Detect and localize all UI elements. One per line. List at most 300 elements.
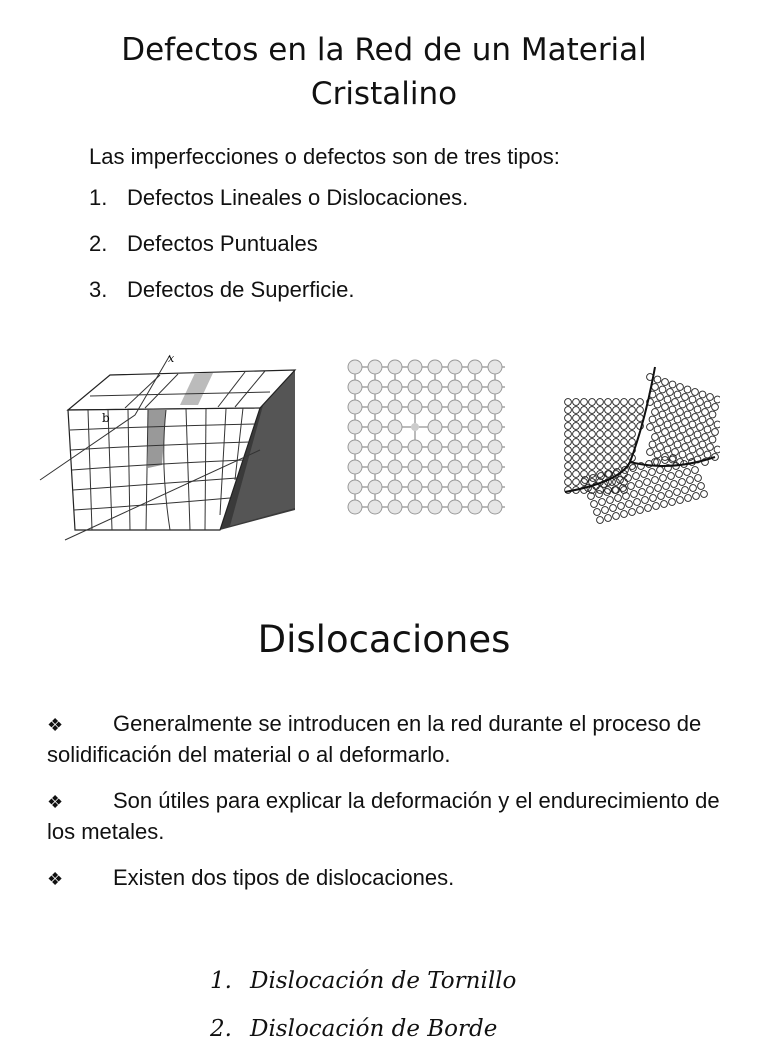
grain-atom	[621, 439, 628, 446]
grain-atom	[682, 419, 689, 426]
list-text: Defectos Puntuales	[127, 231, 318, 256]
grain-atom	[649, 441, 656, 448]
grain-atom	[666, 491, 673, 498]
lattice-atom	[368, 440, 382, 454]
grain-atom	[654, 426, 661, 433]
lattice-atom	[428, 420, 442, 434]
grain-atom	[704, 401, 711, 408]
grain-atom	[679, 401, 686, 408]
grain-atom	[704, 451, 711, 458]
grain-atom	[674, 416, 681, 423]
grain-atom	[589, 423, 596, 430]
grain-atom	[565, 463, 572, 470]
lattice-atom	[488, 480, 502, 494]
lattice-atom	[488, 500, 502, 514]
grain-atom	[565, 431, 572, 438]
lattice-atom	[428, 480, 442, 494]
grain-atom	[660, 475, 667, 482]
grain-atom	[650, 495, 657, 502]
lattice-atom	[428, 400, 442, 414]
grain-atom	[709, 411, 716, 418]
grain-atom	[626, 501, 633, 508]
grain-atom	[581, 455, 588, 462]
grain-atom	[605, 455, 612, 462]
bullet-icon: ❖	[47, 792, 64, 812]
grain-atom	[657, 394, 664, 401]
grain-atom	[659, 386, 666, 393]
grain-atom	[671, 481, 678, 488]
grain-atom	[605, 407, 612, 414]
lattice-atom	[368, 420, 382, 434]
lattice-atom	[388, 440, 402, 454]
dislocation-types-list	[210, 968, 516, 1064]
grain-atom	[697, 399, 704, 406]
lattice-atom	[468, 420, 482, 434]
grain-atom	[633, 473, 640, 480]
grain-atom	[605, 431, 612, 438]
grain-atom	[698, 483, 705, 490]
grain-atom	[652, 409, 659, 416]
list-text: Dislocación de Borde	[250, 1016, 498, 1042]
grain-atom	[604, 489, 611, 496]
grain-atom	[628, 483, 635, 490]
grain-atom	[629, 439, 636, 446]
grain-atom	[636, 481, 643, 488]
grain-atom	[637, 507, 644, 514]
grain-atom	[597, 423, 604, 430]
grain-atom	[581, 399, 588, 406]
grain-atom	[654, 401, 661, 408]
grain-atom	[629, 431, 636, 438]
grain-atom	[594, 509, 601, 516]
lattice-atom	[448, 500, 462, 514]
grain-atom	[581, 407, 588, 414]
grain-atom	[649, 469, 656, 476]
grain-atom	[565, 399, 572, 406]
grain-atom	[645, 505, 652, 512]
grain-atom	[610, 505, 617, 512]
grain-atom	[573, 399, 580, 406]
grain-atom	[565, 415, 572, 422]
grain-atom	[657, 444, 664, 451]
bullet-icon: ❖	[47, 715, 64, 735]
grain-atom	[621, 455, 628, 462]
lattice-atom	[428, 460, 442, 474]
grain-atom	[714, 421, 720, 428]
grain-atom	[573, 407, 580, 414]
lattice-atom	[388, 460, 402, 474]
grain-atom	[581, 431, 588, 438]
grain-atom	[682, 487, 689, 494]
grain-atom	[629, 415, 636, 422]
bullet-icon: ❖	[47, 869, 64, 889]
list-number: 2.	[210, 1016, 232, 1042]
defect-types-list	[89, 185, 468, 323]
lattice-atom	[388, 360, 402, 374]
grain-atom	[687, 404, 694, 411]
grain-atom	[669, 406, 676, 413]
grain-atom	[707, 419, 714, 426]
grain-atom	[653, 503, 660, 510]
grain-atom	[590, 475, 597, 482]
grain-atom	[618, 503, 625, 510]
list-text: Dislocación de Tornillo	[250, 968, 517, 994]
grain-atom	[573, 423, 580, 430]
burgers-vector-label: b	[102, 411, 110, 425]
lattice-atom	[488, 380, 502, 394]
list-number: 3.	[89, 277, 108, 302]
grain-atom	[682, 394, 689, 401]
grain-atom	[625, 475, 632, 482]
grain-atom	[613, 423, 620, 430]
lattice-atom	[448, 360, 462, 374]
lattice-atom	[468, 440, 482, 454]
grain-atom	[613, 415, 620, 422]
bullet-item	[47, 709, 737, 770]
grain-atom	[707, 394, 714, 401]
lattice-atom	[368, 380, 382, 394]
grain-atom	[621, 431, 628, 438]
grain-atom	[613, 479, 620, 486]
grain-atom	[674, 489, 681, 496]
lattice-atom	[348, 400, 362, 414]
grain-atom	[597, 415, 604, 422]
grain-atom	[694, 431, 701, 438]
grain-atom	[581, 447, 588, 454]
grain-atom	[687, 477, 694, 484]
grain-atom	[589, 455, 596, 462]
grain-atom	[699, 441, 706, 448]
vacancy-atom	[411, 423, 419, 431]
grain-atom	[647, 487, 654, 494]
grain-atom	[689, 396, 696, 403]
grain-atom	[654, 376, 661, 383]
lattice-atom	[488, 440, 502, 454]
grain-atom	[679, 451, 686, 458]
grain-atom	[573, 463, 580, 470]
grain-atom	[639, 489, 646, 496]
grain-atom	[621, 399, 628, 406]
grain-atom	[605, 439, 612, 446]
grain-atom	[649, 416, 656, 423]
lattice-atom	[448, 440, 462, 454]
grain-atom	[573, 479, 580, 486]
grain-atom	[692, 467, 699, 474]
lattice-atom	[408, 400, 422, 414]
grain-atom	[695, 475, 702, 482]
grain-atom	[596, 491, 603, 498]
grain-atom	[669, 381, 676, 388]
grain-atom	[573, 447, 580, 454]
lattice-atom	[428, 360, 442, 374]
grain-atom	[684, 469, 691, 476]
list-text: Defectos de Superficie.	[127, 277, 355, 302]
grain-atom	[667, 414, 674, 421]
grain-atom	[692, 389, 699, 396]
lattice-atom	[408, 460, 422, 474]
grain-atom	[657, 467, 664, 474]
grain-atom	[662, 404, 669, 411]
lattice-atom	[348, 500, 362, 514]
grain-atom	[707, 444, 714, 451]
grain-atom	[702, 409, 709, 416]
grain-atom	[573, 455, 580, 462]
grain-atom	[581, 423, 588, 430]
lattice-atom	[448, 380, 462, 394]
grain-atom	[621, 511, 628, 518]
grain-atom	[573, 439, 580, 446]
bullet-item	[47, 786, 737, 847]
grain-atom	[597, 517, 604, 524]
grain-atom	[677, 497, 684, 504]
grain-atom	[565, 455, 572, 462]
grain-atom	[676, 471, 683, 478]
grain-atom	[657, 419, 664, 426]
grain-atom	[644, 479, 651, 486]
grain-atom	[672, 424, 679, 431]
lattice-atom	[368, 460, 382, 474]
grain-atom	[658, 493, 665, 500]
grain-atom	[693, 493, 700, 500]
grain-atom	[697, 449, 704, 456]
lattice-atom	[468, 380, 482, 394]
grain-atom	[661, 501, 668, 508]
grain-atom	[697, 424, 704, 431]
grain-atom	[652, 384, 659, 391]
lattice-atom	[428, 380, 442, 394]
grain-atom	[642, 497, 649, 504]
grain-atom	[641, 471, 648, 478]
grain-atom	[589, 407, 596, 414]
grain-atom	[664, 421, 671, 428]
grain-atom	[602, 507, 609, 514]
grain-atom	[613, 455, 620, 462]
grain-atom	[692, 414, 699, 421]
grain-atom	[677, 409, 684, 416]
grain-atom	[605, 447, 612, 454]
grain-atom	[712, 404, 719, 411]
grain-atom	[581, 463, 588, 470]
grain-atom	[621, 447, 628, 454]
list-number: 2.	[89, 231, 108, 256]
grain-atom	[565, 423, 572, 430]
grain-atom	[589, 463, 596, 470]
grain-atom	[613, 399, 620, 406]
grain-atom	[679, 479, 686, 486]
grain-atom	[699, 416, 706, 423]
lattice-atom	[388, 400, 402, 414]
grain-atom	[621, 407, 628, 414]
lattice-atom	[368, 400, 382, 414]
grain-atom	[685, 495, 692, 502]
grain-atom	[682, 444, 689, 451]
grain-atom	[565, 479, 572, 486]
grain-atom	[565, 439, 572, 446]
lattice-atom	[468, 360, 482, 374]
grain-atom	[581, 415, 588, 422]
grain-atom	[597, 447, 604, 454]
grain-atom	[687, 429, 694, 436]
grain-atom	[684, 411, 691, 418]
grain-atom	[699, 391, 706, 398]
grain-atom	[605, 415, 612, 422]
grain-atom	[621, 415, 628, 422]
list-item	[89, 185, 468, 231]
grain-atom	[702, 434, 709, 441]
lattice-atom	[468, 460, 482, 474]
grain-atom	[613, 431, 620, 438]
lattice-atom	[348, 460, 362, 474]
grain-atom	[617, 477, 624, 484]
grain-atom	[664, 396, 671, 403]
grain-atom	[613, 439, 620, 446]
list-text: Defectos Lineales o Dislocaciones.	[127, 185, 469, 210]
grain-atom	[589, 415, 596, 422]
grain-atom	[623, 493, 630, 500]
lattice-atom	[448, 400, 462, 414]
bullet-item	[47, 863, 737, 894]
lattice-atom	[348, 440, 362, 454]
list-item	[210, 1016, 516, 1064]
grain-atom	[599, 499, 606, 506]
grain-atom	[709, 436, 716, 443]
grain-atom	[689, 446, 696, 453]
lattice-atom	[468, 400, 482, 414]
grain-boundary-line	[565, 367, 655, 492]
lattice-atom	[388, 480, 402, 494]
grain-atom	[581, 439, 588, 446]
lattice-atom	[468, 500, 482, 514]
lattice-atom	[348, 420, 362, 434]
grain-atom	[637, 407, 644, 414]
list-item	[89, 231, 468, 277]
list-item	[210, 968, 516, 1016]
grain-atom	[662, 379, 669, 386]
grain-atom	[630, 465, 637, 472]
bullet-text: Son útiles para explicar la deformación y el endurecimiento de los metales.	[47, 788, 720, 844]
lattice-atom	[388, 380, 402, 394]
grain-atom	[573, 415, 580, 422]
grain-atom	[607, 497, 614, 504]
lattice-atom	[488, 420, 502, 434]
grain-atom	[565, 447, 572, 454]
grain-atom	[664, 446, 671, 453]
grain-atom	[684, 386, 691, 393]
grain-atom	[669, 499, 676, 506]
grain-atom	[615, 495, 622, 502]
lattice-atom	[348, 380, 362, 394]
lattice-atom	[388, 500, 402, 514]
grain-atom	[668, 473, 675, 480]
grain-atom	[701, 491, 708, 498]
lattice-atom	[468, 480, 482, 494]
bullet-list	[47, 709, 737, 910]
grain-atom	[565, 471, 572, 478]
grain-atom	[631, 491, 638, 498]
grain-atom	[597, 399, 604, 406]
grain-atom	[629, 399, 636, 406]
lattice-atom	[448, 480, 462, 494]
grain-atom	[605, 423, 612, 430]
grain-atom	[613, 513, 620, 520]
edge-dislocation-figure	[30, 350, 305, 545]
grain-atom	[605, 463, 612, 470]
axis-x-label: x	[168, 352, 175, 365]
intro-text: Las imperfecciones o defectos son de tres tipos:	[89, 144, 560, 169]
grain-atom	[591, 501, 598, 508]
grain-atom	[597, 455, 604, 462]
lattice-atom	[368, 500, 382, 514]
lattice-atom	[388, 420, 402, 434]
grain-atom	[677, 384, 684, 391]
grain-atom	[613, 407, 620, 414]
grain-atom	[712, 429, 719, 436]
grain-atom	[613, 447, 620, 454]
grain-atom	[674, 391, 681, 398]
grain-atom	[634, 499, 641, 506]
grain-atom	[647, 449, 654, 456]
grain-atom	[677, 434, 684, 441]
grain-atom	[679, 426, 686, 433]
grain-atom	[597, 407, 604, 414]
grain-atom	[589, 431, 596, 438]
grain-atom	[589, 399, 596, 406]
list-number: 1.	[89, 185, 108, 210]
lattice-atom	[408, 480, 422, 494]
page-title: Defectos en la Red de un Material Cristalino	[121, 32, 647, 112]
grain-atom	[662, 429, 669, 436]
grain-atom	[589, 447, 596, 454]
lattice-atom	[368, 480, 382, 494]
grain-atom	[690, 485, 697, 492]
grain-boundary-figure	[560, 362, 720, 532]
grain-atom	[629, 423, 636, 430]
grain-atom	[597, 431, 604, 438]
grain-atom	[629, 509, 636, 516]
grain-atom	[637, 399, 644, 406]
grain-atom	[605, 399, 612, 406]
lattice-atom	[428, 500, 442, 514]
lattice-atom	[408, 440, 422, 454]
grain-atom	[659, 411, 666, 418]
lattice-atom	[368, 360, 382, 374]
grain-atom	[652, 477, 659, 484]
grain-atom	[655, 485, 662, 492]
grain-atom	[629, 407, 636, 414]
grain-atom	[672, 399, 679, 406]
lattice-atom	[428, 440, 442, 454]
grain-atom	[684, 436, 691, 443]
lattice-atom	[448, 460, 462, 474]
lattice-atom	[408, 360, 422, 374]
grain-atom	[621, 423, 628, 430]
lattice-atom	[408, 380, 422, 394]
grain-atom	[565, 407, 572, 414]
grain-atom	[605, 515, 612, 522]
lattice-atom	[348, 480, 362, 494]
grain-atom	[694, 406, 701, 413]
grain-atom	[663, 483, 670, 490]
grain-atom	[674, 441, 681, 448]
grain-atom	[597, 439, 604, 446]
grain-atom	[692, 439, 699, 446]
grain-atom	[714, 446, 720, 453]
bullet-text: Generalmente se introducen en la red durante el proceso de solidificación del material o al deformarlo.	[47, 711, 702, 767]
lattice-atom	[408, 500, 422, 514]
grain-atom	[573, 431, 580, 438]
grain-atom	[714, 396, 720, 403]
lattice-atom	[348, 360, 362, 374]
